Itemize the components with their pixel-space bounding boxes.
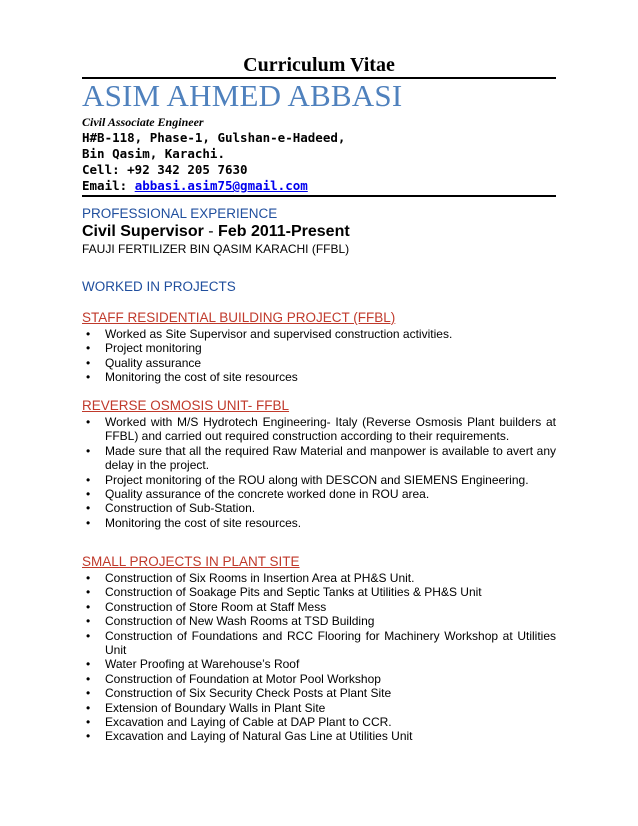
email-line	[82, 178, 308, 194]
bullet-icon: •	[86, 571, 91, 585]
job-dash: -	[203, 223, 219, 240]
project-list-reverse-osmosis	[82, 415, 556, 530]
bullet-icon: •	[86, 415, 91, 429]
list-item: • Construction of Six Rooms in Insertion Area at PH&S Unit.	[86, 571, 415, 585]
document-title: Curriculum Vitae	[243, 54, 395, 76]
list-item: • Worked as Site Supervisor and supervised construction activities.	[86, 327, 453, 341]
email-label: Email:	[82, 178, 135, 193]
header-divider	[82, 195, 556, 197]
bullet-icon: •	[86, 515, 91, 530]
list-item: • Construction of Sub-Station.	[86, 501, 256, 516]
list-item: • Construction of New Wash Rooms at TSD Building	[86, 614, 375, 629]
list-item: • Construction of Store Room at Staff Mess	[86, 599, 327, 614]
project-heading-small-projects: SMALL PROJECTS IN PLANT SITE	[82, 554, 300, 569]
list-item: • Water Proofing at Warehouse’s Roof	[86, 657, 300, 672]
job-position: Civil Supervisor	[82, 223, 204, 240]
bullet-icon: •	[86, 700, 91, 715]
job-period: Feb 2011-Present	[218, 223, 350, 240]
project-list-staff-residential	[82, 327, 556, 385]
bullet-icon: •	[86, 341, 91, 356]
bullet-icon: •	[86, 715, 91, 730]
bullet-icon: •	[86, 487, 91, 502]
project-heading-reverse-osmosis: REVERSE OSMOSIS UNIT- FFBL	[82, 398, 290, 413]
list-item: • Quality assurance of the concrete worked done in ROU area.	[86, 487, 430, 502]
list-item: • Extension of Boundary Walls in Plant Site	[86, 700, 326, 715]
bullet-icon: •	[86, 729, 91, 744]
bullet-icon: •	[86, 472, 91, 487]
job-title	[82, 222, 350, 242]
candidate-name: ASIM AHMED ABBASI	[82, 78, 403, 113]
project-heading-staff-residential: STAFF RESIDENTIAL BUILDING PROJECT (FFBL)	[82, 310, 396, 325]
email-link[interactable]: abbasi.asim75@gmail.com	[134, 178, 308, 193]
bullet-icon: •	[86, 599, 91, 614]
bullet-icon: •	[86, 671, 91, 686]
address-line-1: H#B-118, Phase-1, Gulshan-e-Hadeed,	[82, 130, 346, 145]
bullet-icon: •	[86, 443, 91, 458]
list-item: • Quality assurance	[86, 355, 202, 370]
address-line-2: Bin Qasim, Karachi.	[82, 146, 225, 161]
list-item: • Made sure that all the required Raw Material and manpower is available to avert any delay in the project.	[86, 443, 556, 473]
list-item: • Worked with M/S Hydrotech Engineering- Italy (Reverse Osmosis Plant builders at FFBL) and carried out required construction according to their requirements.	[86, 415, 556, 444]
bullet-icon: •	[86, 585, 91, 600]
cell-number: Cell: +92 342 205 7630	[82, 162, 248, 177]
bullet-icon: •	[86, 686, 91, 701]
worked-in-projects-heading: WORKED IN PROJECTS	[82, 279, 236, 294]
list-item: • Construction of Soakage Pits and Septic Tanks at Utilities & PH&S Unit	[86, 585, 482, 600]
list-item: • Excavation and Laying of Natural Gas Line at Utilities Unit	[86, 729, 413, 744]
list-item: • Construction of Six Security Check Posts at Plant Site	[86, 686, 392, 701]
list-item: • Construction of Foundation at Motor Pool Workshop	[86, 671, 381, 686]
employer-name: FAUJI FERTILIZER BIN QASIM KARACHI (FFBL)	[82, 242, 350, 256]
candidate-role: Civil Associate Engineer	[82, 115, 204, 129]
bullet-icon: •	[86, 657, 91, 672]
bullet-icon: •	[86, 370, 91, 385]
list-item: • Monitoring the cost of site resources	[86, 370, 298, 385]
project-list-small-projects	[82, 571, 556, 744]
bullet-icon: •	[86, 628, 91, 643]
list-item: • Project monitoring of the ROU along with DESCON and SIEMENS Engineering.	[86, 472, 529, 487]
bullet-icon: •	[86, 355, 91, 370]
bullet-icon: •	[86, 614, 91, 629]
bullet-icon: •	[86, 327, 91, 341]
list-item: • Construction of Foundations and RCC Flooring for Machinery Workshop at Utilities Unit	[86, 628, 556, 658]
list-item: • Project monitoring	[86, 341, 202, 356]
professional-experience-heading: PROFESSIONAL EXPERIENCE	[82, 206, 278, 221]
list-item: • Monitoring the cost of site resources.	[86, 515, 302, 530]
bullet-icon: •	[86, 501, 91, 516]
list-item: • Excavation and Laying of Cable at DAP Plant to CCR.	[86, 715, 392, 730]
